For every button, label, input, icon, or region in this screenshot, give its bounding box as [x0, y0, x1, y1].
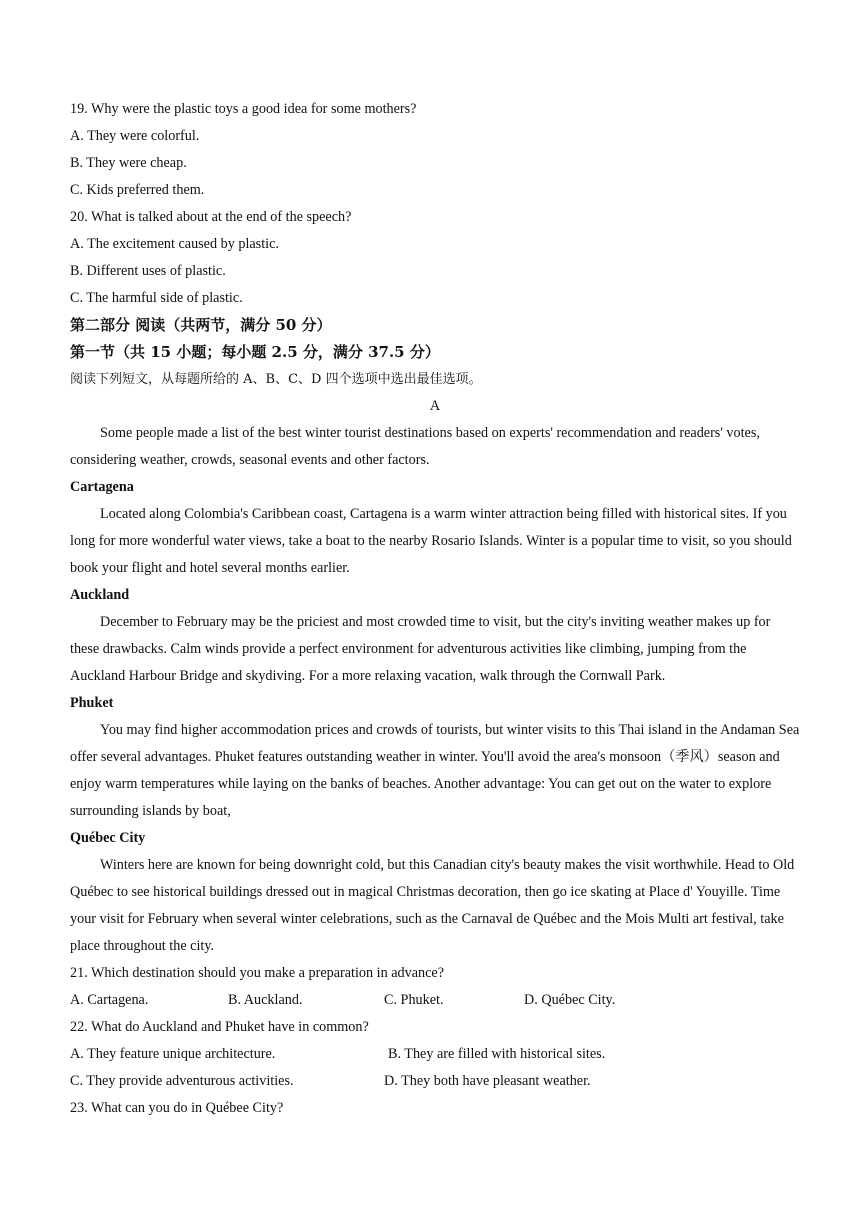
- q22-option-a: A. They feature unique architecture.: [70, 1046, 276, 1062]
- passage-label: A: [429, 398, 441, 414]
- section-title-cartagena: Cartagena: [70, 479, 134, 495]
- q19-option-a: A. They were colorful.: [70, 128, 200, 144]
- section-text-cartagena: Located along Colombia's Caribbean coast, Cartagena is a warm winter attraction being filled with historical sites. If you long for more wonderful water views, take a boat to the nearby Rosario Islands. Winter is a popular time to visit, so you should book your flight and hotel several months earlier.: [70, 506, 792, 576]
- passage-intro: Some people made a list of the best winter tourist destinations based on experts' recommendation and readers' votes, considering weather, crowds, seasonal events and other factors.: [70, 425, 760, 468]
- section1-heading: 第一节（共 15 小题；每小题 2.5 分，满分 37.5 分）: [70, 343, 440, 361]
- q23-question: 23. What can you do in Québee City?: [70, 1100, 284, 1116]
- q21-option-a: A. Cartagena.: [70, 992, 149, 1008]
- q19-question: 19. Why were the plastic toys a good idea for some mothers?: [70, 101, 417, 117]
- q21-options: [70, 987, 800, 1014]
- section-text-auckland: December to February may be the priciest and most crowded time to visit, but the city's inviting weather makes up for these drawbacks. Calm winds provide a perfect environment for adventurous activities like climbing, jumping from the Auckland Harbour Bridge and skydiving. For a more relaxing vacation, walk through the Cornwall Park.: [70, 614, 771, 684]
- part2-heading: 第二部分 阅读（共两节，满分 50 分）: [70, 316, 332, 334]
- q19-option-b: B. They were cheap.: [70, 155, 187, 171]
- section-title-auckland: Auckland: [70, 587, 130, 603]
- q20-option-c: C. The harmful side of plastic.: [70, 290, 243, 306]
- q21-option-b: B. Auckland.: [228, 992, 303, 1008]
- q22-option-b: B. They are filled with historical sites.: [388, 1046, 606, 1062]
- q20-option-b: B. Different uses of plastic.: [70, 263, 226, 279]
- q19-option-c: C. Kids preferred them.: [70, 182, 205, 198]
- section-text-phuket: You may find higher accommodation prices and crowds of tourists, but winter visits to this Thai island in the Andaman Sea offer several advantages. Phuket features outstanding weather in winter. You'll avoid the area's monsoon（季风）season and enjoy warm temperatures while laying on the banks of beaches. Another advantage: You can get out on the water to explore surrounding islands by boat,: [70, 722, 800, 819]
- exam-page: [70, 96, 800, 1122]
- q21-question: 21. Which destination should you make a preparation in advance?: [70, 965, 445, 981]
- section-title-phuket: Phuket: [70, 695, 114, 711]
- q22-options-row1: [70, 1041, 800, 1068]
- q22-options-row2: [70, 1068, 800, 1095]
- section-title-quebec: Québec City: [70, 830, 146, 846]
- section-text-quebec: Winters here are known for being downright cold, but this Canadian city's beauty makes the visit worthwhile. Head to Old Québec to see historical buildings dressed out in magical Christmas decoration, then go ice skating at Place d' Youyille. Time your visit for February when several winter celebrations, such as the Carnaval de Québec and the Mois Multi art festival, take place throughout the city.: [70, 857, 795, 954]
- q22-option-d: D. They both have pleasant weather.: [384, 1073, 591, 1089]
- q20-option-a: A. The excitement caused by plastic.: [70, 236, 279, 252]
- q22-question: 22. What do Auckland and Phuket have in common?: [70, 1019, 369, 1035]
- q21-option-c: C. Phuket.: [384, 992, 444, 1008]
- q20-question: 20. What is talked about at the end of the speech?: [70, 209, 352, 225]
- reading-instruction: 阅读下列短文，从每题所给的 A、B、C、D 四个选项中选出最佳选项。: [70, 372, 482, 387]
- q22-option-c: C. They provide adventurous activities.: [70, 1073, 294, 1089]
- q21-option-d: D. Québec City.: [524, 992, 616, 1008]
